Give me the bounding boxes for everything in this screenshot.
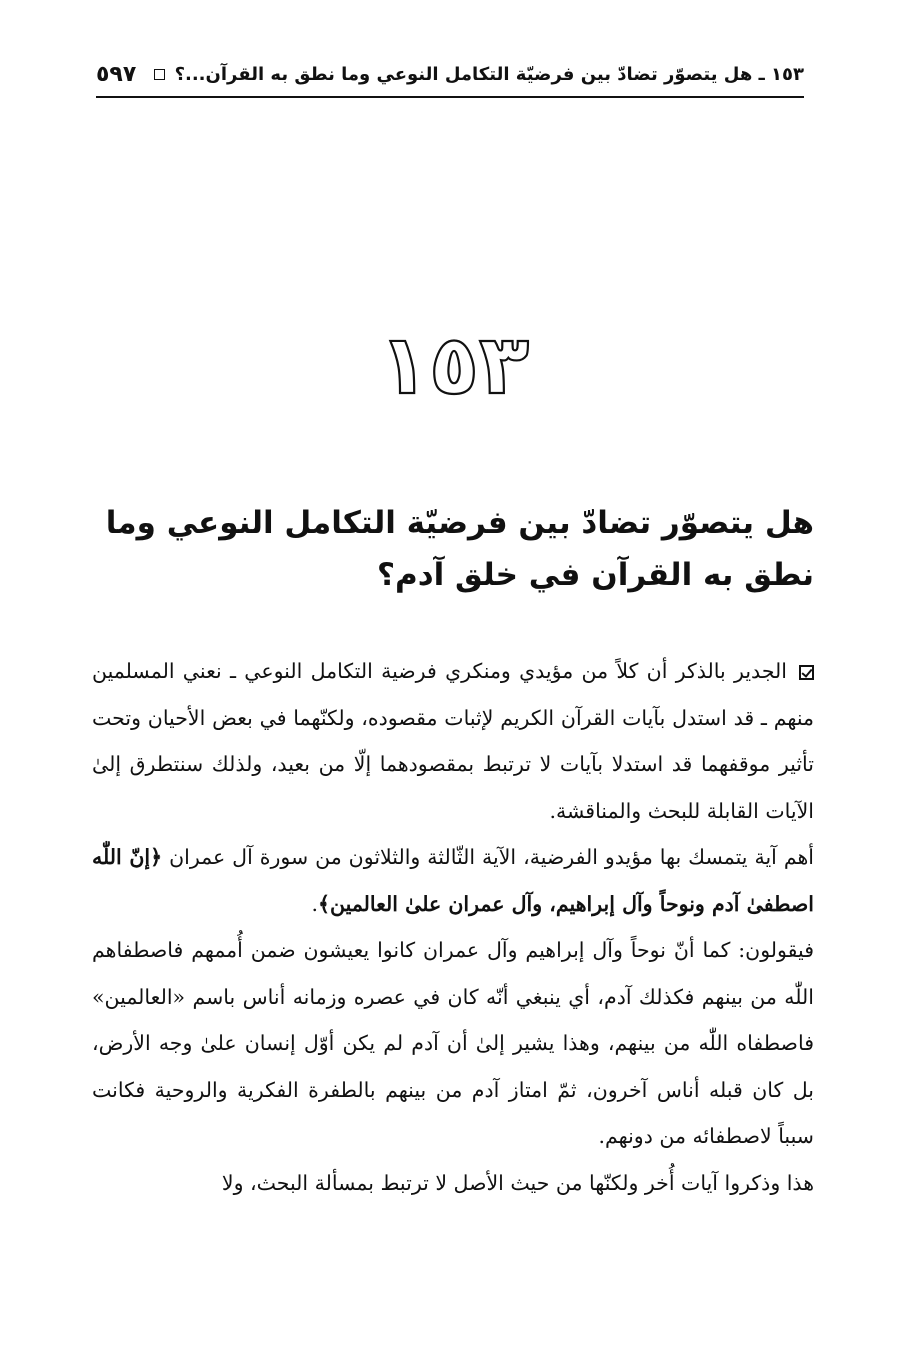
running-header xyxy=(96,54,804,94)
paragraph-2-intro: أهم آية يتمسك بها مؤيدو الفرضية، الآية الثّالثة والثلاثون من سورة آل عمران xyxy=(169,845,814,869)
quran-verse: ﴿إنّ اللّٰه اصطفىٰ آدم ونوحاً وآل إبراهيم، وآل عمران علىٰ العالمين﴾ xyxy=(92,845,814,916)
square-icon xyxy=(154,69,165,80)
header-divider xyxy=(96,96,804,98)
chapter-title: هل يتصوّر تضادّ بين فرضيّة التكامل النوعي وما نطق به القرآن في خلق آدم؟ xyxy=(105,505,814,593)
body-text xyxy=(92,648,814,1206)
paragraph-3: فيقولون: كما أنّ نوحاً وآل إبراهيم وآل عمران كانوا يعيشون ضمن أُممهم فاصطفاهم اللّٰه من بينهم فكذلك آدم، أي ينبغي أنّه كان في عصره وزمانه أناس باسم «العالمين» فاصطفاه اللّٰه من بينهم، وهذا يشير إلىٰ أن آدم لم يكن أوّل إنسان علىٰ وجه الأرض، بل كان قبله أناس آخرون، ثمّ امتاز آدم من بينهم بالطفرة الفكرية والروحية فكانت سبباً لاصطفائه من دونهم. xyxy=(92,938,814,1148)
paragraph-1-text: الجدير بالذكر أن كلاً من مؤيدي ومنكري فرضية التكامل النوعي ـ نعني المسلمين منهم ـ قد استدل بآيات القرآن الكريم لإثبات مقصوده، ولكنّهما في بعض الأحيان وتحت تأثير موقفهما قد استدلا بآيات لا ترتبط بمقصودهما إلّا من بعيد، ولذلك سنتطرق إلىٰ الآيات القابلة للبحث والمناقشة. xyxy=(92,659,814,823)
paragraph-2-end: . xyxy=(311,891,319,916)
chapter-number: ١٥٣ xyxy=(378,318,530,413)
checkbox-icon xyxy=(799,665,814,680)
running-header-title: ١٥٣ ـ هل يتصوّر تضادّ بين فرضيّة التكامل النوعي وما نطق به القرآن...؟ xyxy=(174,63,804,85)
paragraph-4: هذا وذكروا آيات أُخر ولكنّها من حيث الأصل لا ترتبط بمسألة البحث، ولا xyxy=(221,1170,814,1195)
running-header-page-group xyxy=(96,62,165,87)
paragraph-2 xyxy=(92,834,814,927)
paragraph-1 xyxy=(92,648,814,834)
page-number: ٥٩٧ xyxy=(96,61,137,87)
